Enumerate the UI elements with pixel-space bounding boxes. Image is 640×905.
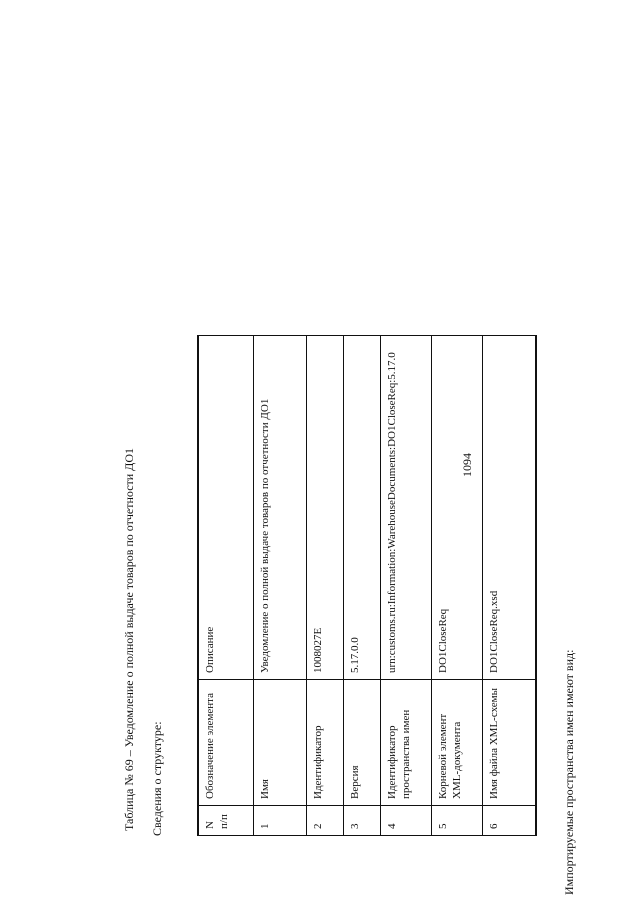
table-caption: Таблица № 69 – Уведомление о полной выдаче товаров по отчетности ДО1	[122, 447, 136, 831]
row-number: 2	[307, 806, 344, 836]
header-number: N п/п	[198, 806, 254, 836]
row-description: 5.17.0.0	[344, 336, 381, 680]
row-number: 6	[483, 806, 537, 836]
structure-intro: Сведения о структуре:	[150, 721, 164, 836]
row-description: DO1CloseReq	[432, 336, 483, 680]
row-number: 5	[432, 806, 483, 836]
row-element-name: Идентификатор пространства имен	[381, 680, 432, 806]
table-header-row	[198, 336, 254, 836]
row-description: urn:customs.ru:Information:WarehouseDocuments:DO1CloseReq:5.17.0	[381, 336, 432, 680]
row-description: Уведомление о полной выдаче товаров по отчетности ДО1	[254, 336, 307, 680]
row-element-name: Имя	[254, 680, 307, 806]
row-element-name: Корневой элемент XML-документа	[432, 680, 483, 806]
row-element-name: Имя файла XML-схемы	[483, 680, 537, 806]
row-number: 1	[254, 806, 307, 836]
page-number: 1094	[460, 453, 474, 477]
structure-table	[197, 335, 537, 836]
namespaces-note: Импортируемые пространства имен имеют вид:	[562, 649, 576, 895]
row-number: 4	[381, 806, 432, 836]
table-row	[432, 336, 483, 836]
table-row	[344, 336, 381, 836]
row-element-name: Идентификатор	[307, 680, 344, 806]
table-row	[381, 336, 432, 836]
table-row	[254, 336, 307, 836]
row-description: 1008027E	[307, 336, 344, 680]
row-element-name: Версия	[344, 680, 381, 806]
header-description: Описание	[198, 336, 254, 680]
header-element: Обозначение элемента	[198, 680, 254, 806]
row-description: DO1CloseReq.xsd	[483, 336, 537, 680]
table-row	[307, 336, 344, 836]
row-number: 3	[344, 806, 381, 836]
table-row	[483, 336, 537, 836]
